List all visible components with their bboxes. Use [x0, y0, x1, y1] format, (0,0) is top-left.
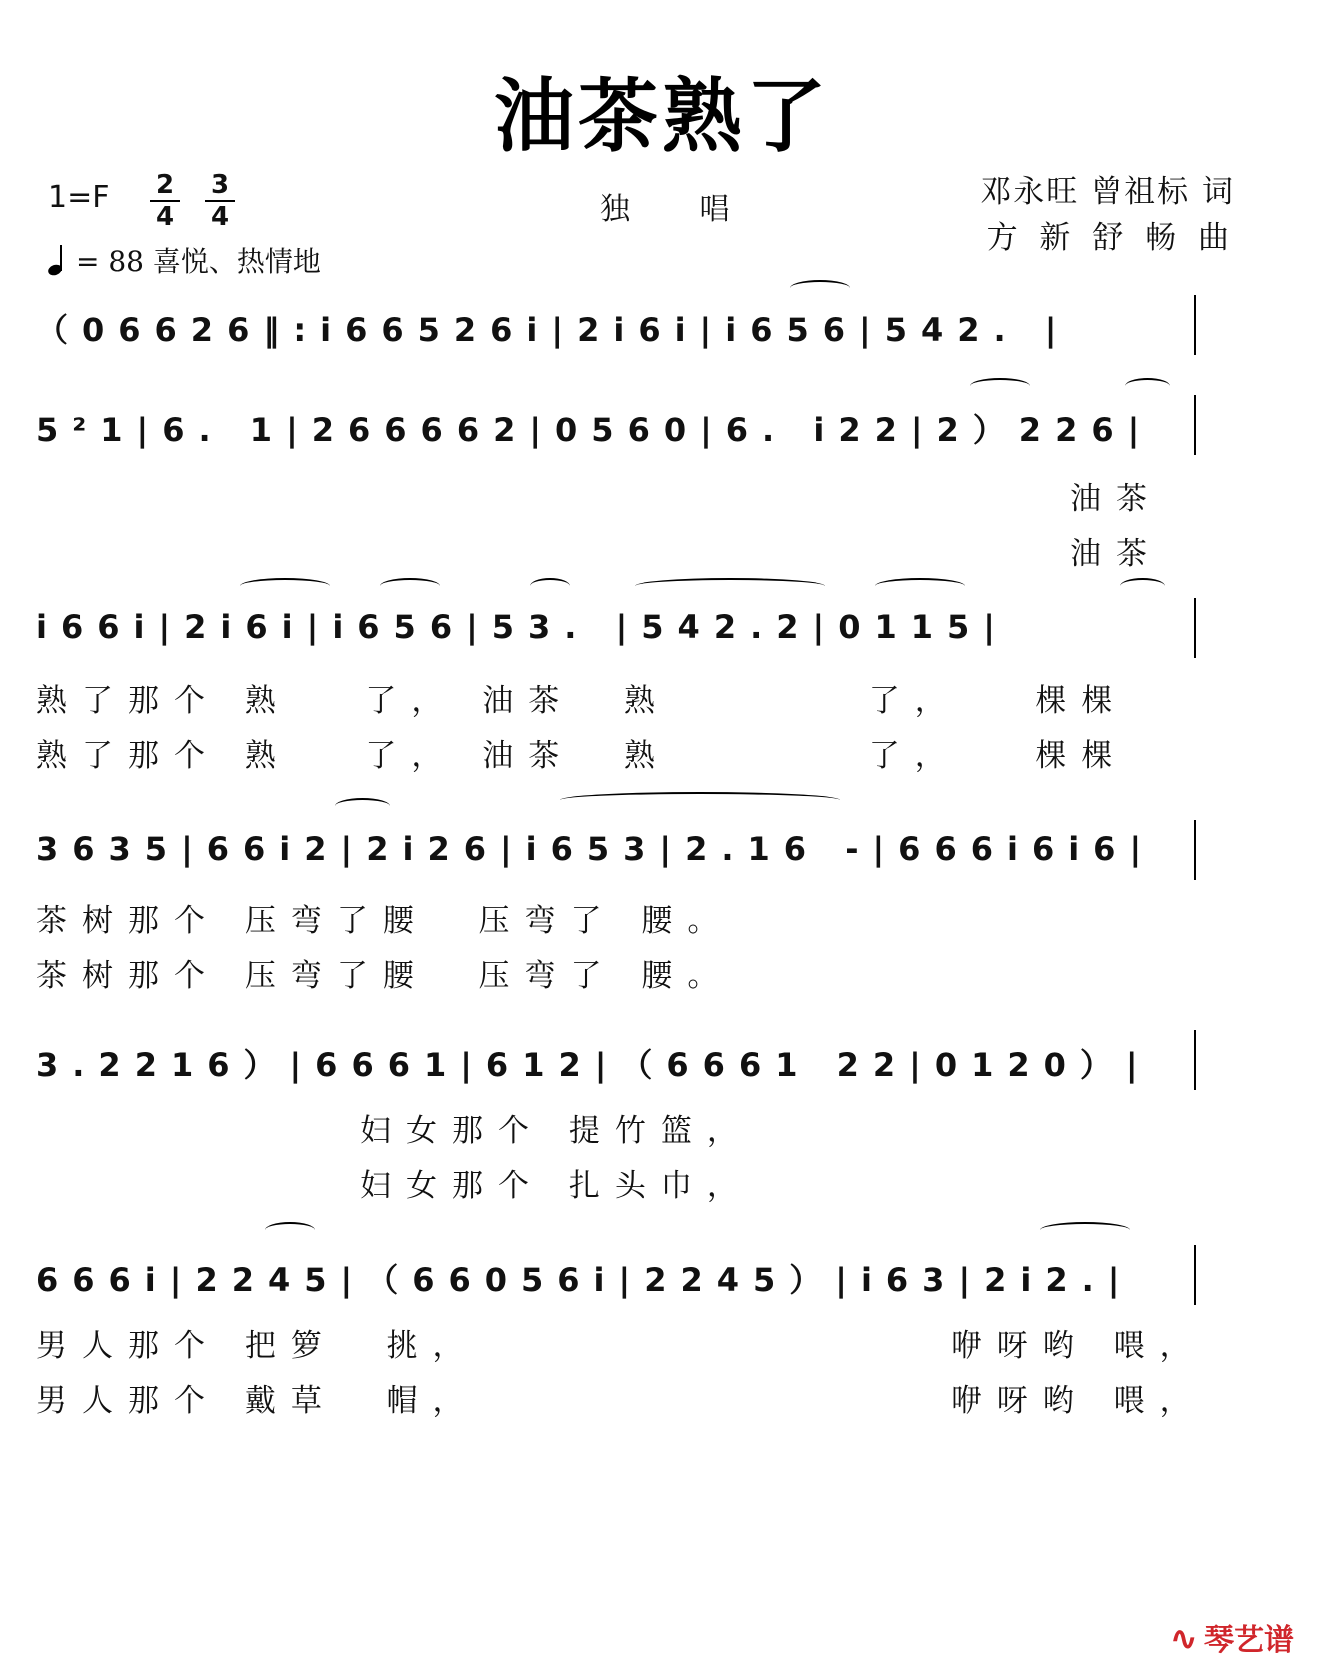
slur	[530, 578, 570, 594]
music-row-5	[36, 1040, 1276, 1110]
slur	[970, 378, 1030, 394]
barline	[1194, 598, 1196, 658]
key-signature: 1=F	[48, 180, 110, 215]
music-row-3	[36, 608, 1276, 678]
lyricist-credit: 邓永旺 曾祖标 词	[980, 174, 1235, 210]
music-line: i66i|2i6i|i656|53. |542.2|0115|	[36, 608, 1009, 646]
slur	[635, 578, 825, 594]
watermark: ∿ 琴艺谱	[1169, 1619, 1294, 1659]
music-line: 666i|2245|（66056i|2245）|i63|2i2.|	[36, 1261, 1134, 1299]
music-row-4	[36, 830, 1276, 900]
lyric-verse-1: 茶树那个 压弯了腰 压弯了 腰。	[36, 903, 734, 939]
lyric-verse-2: 油茶	[1070, 536, 1162, 572]
music-line: （06626‖:i66526i|2i6i|i656|542. |	[36, 311, 1071, 349]
lyric-verse-1: 熟了那个 熟 了， 油茶 熟 了， 棵棵	[36, 683, 1128, 719]
slur	[560, 792, 840, 808]
music-row-1	[36, 305, 1276, 375]
lyric-verse-1: 男人那个 把箩 挑， 咿呀哟 喂，	[36, 1328, 1206, 1364]
barline	[1194, 1030, 1196, 1090]
slur	[265, 1222, 315, 1238]
music-line: 5²1|6. 1|266662|0560|6. i22|2）226|	[36, 411, 1154, 449]
barline	[1194, 1245, 1196, 1305]
music-line: 3.2216）|6661|612|（6661 22|0120）|	[36, 1046, 1152, 1084]
lyric-verse-1: 油茶	[1070, 481, 1162, 517]
lyric-verse-2: 妇女那个 扎头巾，	[360, 1168, 753, 1204]
logo-icon: ∿	[1169, 1619, 1198, 1659]
quarter-note-icon	[48, 245, 66, 275]
music-row-2	[36, 405, 1276, 475]
slur	[1120, 578, 1165, 594]
performance-type: 独 唱	[600, 192, 760, 227]
composer-credit: 方 新 舒 畅 曲	[986, 220, 1235, 256]
barline	[1194, 395, 1196, 455]
slur	[380, 578, 440, 594]
music-line: 3635|66i2|2i26|i653|2.16 -|666i6i6|	[36, 830, 1156, 868]
tempo-marking: = 88 喜悦、热情地	[48, 240, 321, 280]
song-title: 油茶熟了	[494, 70, 830, 163]
time-signature-1: 2 4	[150, 172, 180, 230]
lyric-verse-2: 男人那个 戴草 帽， 咿呀哟 喂，	[36, 1383, 1206, 1419]
barline	[1194, 820, 1196, 880]
slur	[790, 280, 850, 296]
music-row-6	[36, 1255, 1276, 1325]
slur	[335, 798, 390, 814]
slur	[875, 578, 965, 594]
slur	[1125, 378, 1170, 394]
lyric-verse-2: 熟了那个 熟 了， 油茶 熟 了， 棵棵	[36, 738, 1128, 774]
slur	[240, 578, 330, 594]
time-signature-2: 3 4	[205, 172, 235, 230]
lyric-verse-2: 茶树那个 压弯了腰 压弯了 腰。	[36, 958, 734, 994]
barline	[1194, 295, 1196, 355]
lyric-verse-1: 妇女那个 提竹篮，	[360, 1113, 753, 1149]
slur	[1040, 1222, 1130, 1238]
